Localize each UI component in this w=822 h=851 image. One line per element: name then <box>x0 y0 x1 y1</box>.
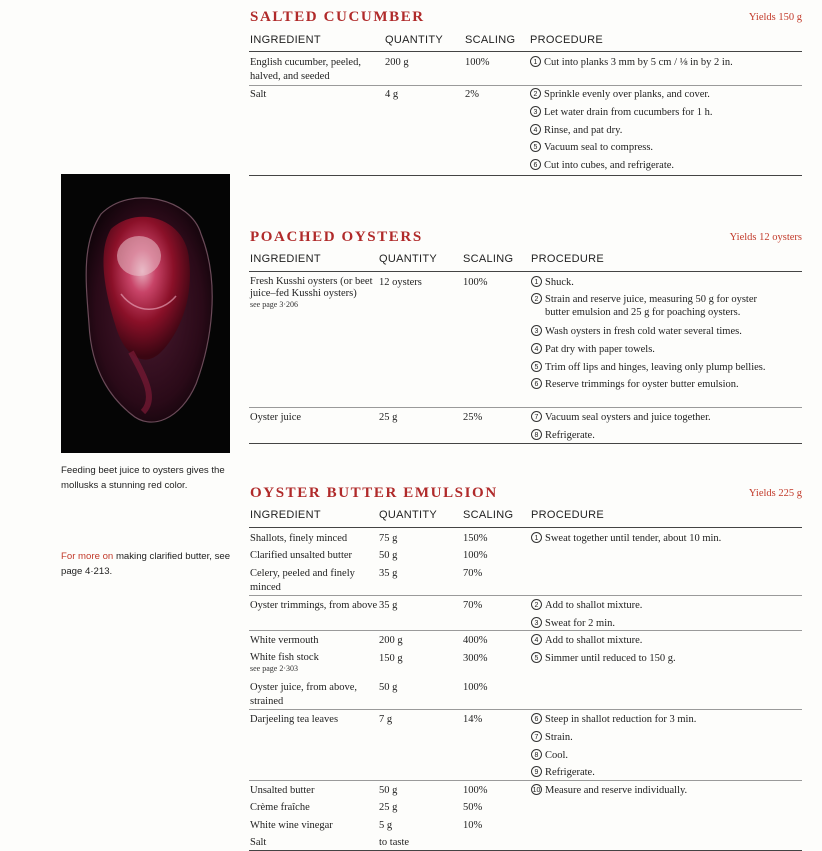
photo-caption: Feeding beet juice to oysters gives the mollusks a stunning red color. <box>61 465 225 491</box>
recipe-title: OYSTER BUTTER EMULSION <box>250 485 498 501</box>
procedure-step <box>530 159 674 172</box>
step-number: 3 <box>531 325 542 336</box>
step-number: 4 <box>531 634 542 645</box>
procedure-step <box>531 343 655 356</box>
recipe-end-rule <box>249 175 802 176</box>
step-number: 7 <box>531 411 542 422</box>
row-rule <box>249 709 802 710</box>
step-text: Steep in shallot reduction for 3 min. <box>545 714 697 725</box>
ingredient-quantity: 25 g <box>379 412 398 423</box>
ingredient-name: Crème fraîche <box>250 802 310 813</box>
ingredient-quantity: 50 g <box>379 785 398 796</box>
ingredient-quantity: 35 g <box>379 568 398 579</box>
procedure-step <box>530 88 710 101</box>
ingredient-quantity: to taste <box>379 837 410 848</box>
ingredient-name <box>250 276 378 310</box>
cross-reference-text: making clarified butter, see page 4·213. <box>61 551 231 577</box>
ingredient-name: Shallots, finely minced <box>250 533 348 544</box>
header-procedure: PROCEDURE <box>530 34 603 46</box>
ingredient-name <box>250 652 378 674</box>
step-text: Rinse, and pat dry. <box>544 125 623 136</box>
ingredient-quantity: 50 g <box>379 682 398 693</box>
step-number: 3 <box>530 106 541 117</box>
header-rule <box>249 271 802 272</box>
step-text: Add to shallot mixture. <box>545 600 643 611</box>
oyster-illustration <box>61 174 230 453</box>
procedure-step <box>531 325 742 338</box>
header-rule <box>249 51 802 52</box>
step-number: 4 <box>531 343 542 354</box>
row-rule <box>249 85 802 86</box>
row-rule <box>249 780 802 781</box>
ingredient-name: Celery, peeled and finely minced <box>250 568 355 593</box>
ingredient-quantity: 7 g <box>379 714 393 725</box>
step-number: 6 <box>530 159 541 170</box>
ingredient-scaling: 25% <box>463 412 483 423</box>
header-quantity: QUANTITY <box>385 34 444 46</box>
step-number: 5 <box>531 652 542 663</box>
header-ingredient: INGREDIENT <box>250 253 321 265</box>
ingredient-quantity: 35 g <box>379 600 398 611</box>
ingredient-scaling: 14% <box>463 714 483 725</box>
step-number: 2 <box>530 88 541 99</box>
ingredient-name: Oyster juice, from above, strained <box>250 682 358 707</box>
ingredient-quantity: 50 g <box>379 550 398 561</box>
recipe-title: SALTED CUCUMBER <box>250 9 425 25</box>
row-rule <box>249 630 802 631</box>
header-procedure: PROCEDURE <box>531 253 604 265</box>
step-number: 9 <box>531 766 542 777</box>
step-number: 2 <box>531 293 542 304</box>
step-number: 3 <box>531 617 542 628</box>
procedure-step <box>531 599 642 612</box>
ingredient-scaling: 70% <box>463 568 483 579</box>
step-text: Pat dry with paper towels. <box>545 344 655 355</box>
ingredient-quantity: 200 g <box>385 57 409 68</box>
header-scaling: SCALING <box>465 34 516 46</box>
ingredient-scaling: 100% <box>465 57 490 68</box>
ingredient-name: White vermouth <box>250 635 319 646</box>
ingredient-name: White wine vinegar <box>250 820 333 831</box>
header-ingredient: INGREDIENT <box>250 34 321 46</box>
procedure-step <box>530 124 622 137</box>
procedure-step <box>531 784 687 797</box>
step-text: Add to shallot mixture. <box>545 635 643 646</box>
procedure-step <box>530 56 733 69</box>
ingredient-name: Salt <box>250 89 267 100</box>
cross-reference-prefix: For more on <box>61 551 114 562</box>
ingredient-name: Unsalted butter <box>250 785 315 796</box>
procedure-step <box>530 106 713 119</box>
ingredient-scaling: 150% <box>463 533 488 544</box>
step-text: Strain and reserve juice, measuring 50 g for oyster <box>545 294 757 305</box>
step-text: Cool. <box>545 750 569 761</box>
step-text: Strain. <box>545 732 573 743</box>
ingredient-quantity: 25 g <box>379 802 398 813</box>
procedure-step <box>531 713 696 726</box>
ingredient-scaling: 100% <box>463 277 488 288</box>
procedure-step <box>531 411 711 424</box>
step-number: 5 <box>530 141 541 152</box>
recipe-end-rule <box>249 443 802 444</box>
page-reference: see page 3·206 <box>250 300 298 309</box>
ingredient-name: Salt <box>250 837 267 848</box>
oyster-photo <box>61 174 230 453</box>
procedure-step <box>531 617 615 630</box>
header-ingredient: INGREDIENT <box>250 509 321 521</box>
cross-reference <box>61 549 231 579</box>
step-number: 2 <box>531 599 542 610</box>
recipe-title: POACHED OYSTERS <box>250 229 423 245</box>
ingredient-scaling: 100% <box>463 785 488 796</box>
ingredient-scaling: 2% <box>465 89 479 100</box>
step-number: 10 <box>531 784 542 795</box>
header-quantity: QUANTITY <box>379 253 438 265</box>
step-text-continued: butter emulsion and 25 g for poaching oysters. <box>545 307 741 318</box>
ingredient-name: Oyster trimmings, from above <box>250 600 378 611</box>
row-rule <box>249 595 802 596</box>
procedure-step <box>531 293 757 319</box>
step-text: Shuck. <box>545 277 574 288</box>
header-scaling: SCALING <box>463 253 514 265</box>
header-rule <box>249 527 802 528</box>
procedure-step <box>531 378 739 391</box>
step-text: Vacuum seal oysters and juice together. <box>545 412 711 423</box>
ingredient-name: Clarified unsalted butter <box>250 550 353 561</box>
step-number: 5 <box>531 361 542 372</box>
procedure-step <box>531 731 573 744</box>
step-number: 6 <box>531 713 542 724</box>
ingredient-text: Fresh Kusshi oysters (or beet juice–fed Kusshi oysters) <box>250 276 373 299</box>
ingredient-quantity: 5 g <box>379 820 393 831</box>
procedure-step <box>531 652 676 665</box>
step-text: Cut into planks 3 mm by 5 cm / ⅛ in by 2 in. <box>544 57 733 68</box>
procedure-step <box>531 749 568 762</box>
step-text: Measure and reserve individually. <box>545 785 688 796</box>
ingredient-scaling: 70% <box>463 600 483 611</box>
ingredient-scaling: 300% <box>463 653 488 664</box>
step-text: Sprinkle evenly over planks, and cover. <box>544 89 710 100</box>
step-text: Sweat for 2 min. <box>545 618 615 629</box>
procedure-step <box>531 429 595 442</box>
header-procedure: PROCEDURE <box>531 509 604 521</box>
step-text: Sweat together until tender, about 10 min. <box>545 533 722 544</box>
step-text: Vacuum seal to compress. <box>544 142 654 153</box>
ingredient-name: Darjeeling tea leaves <box>250 714 339 725</box>
ingredient-scaling: 100% <box>463 682 488 693</box>
step-text: Let water drain from cucumbers for 1 h. <box>544 107 713 118</box>
step-text: Simmer until reduced to 150 g. <box>545 653 676 664</box>
step-number: 4 <box>530 124 541 135</box>
procedure-step <box>531 276 574 289</box>
ingredient-quantity: 200 g <box>379 635 403 646</box>
step-text: Refrigerate. <box>545 767 595 778</box>
ingredient-text: White fish stock <box>250 652 319 663</box>
page-reference: see page 2·303 <box>250 664 298 673</box>
step-text: Wash oysters in fresh cold water several times. <box>545 326 742 337</box>
header-quantity: QUANTITY <box>379 509 438 521</box>
ingredient-scaling: 100% <box>463 550 488 561</box>
recipe-yield: Yields 12 oysters <box>729 232 802 243</box>
recipe-yield: Yields 150 g <box>748 12 802 23</box>
step-number: 8 <box>531 429 542 440</box>
step-text: Reserve trimmings for oyster butter emulsion. <box>545 379 739 390</box>
ingredient-quantity: 4 g <box>385 89 399 100</box>
step-number: 6 <box>531 378 542 389</box>
step-number: 1 <box>530 56 541 67</box>
ingredient-quantity: 12 oysters <box>379 277 422 288</box>
step-number: 7 <box>531 731 542 742</box>
procedure-step <box>531 766 595 779</box>
step-text: Trim off lips and hinges, leaving only plump bellies. <box>545 362 766 373</box>
procedure-step <box>531 361 766 374</box>
ingredient-scaling: 50% <box>463 802 483 813</box>
ingredient-scaling: 10% <box>463 820 483 831</box>
procedure-step <box>531 634 642 647</box>
row-rule <box>249 407 802 408</box>
step-number: 8 <box>531 749 542 760</box>
procedure-step <box>531 532 721 545</box>
recipe-yield: Yields 225 g <box>748 488 802 499</box>
procedure-step <box>530 141 653 154</box>
header-scaling: SCALING <box>463 509 514 521</box>
ingredient-quantity: 150 g <box>379 653 403 664</box>
ingredient-scaling: 400% <box>463 635 488 646</box>
ingredient-name: English cucumber, peeled, halved, and seeded <box>250 57 361 82</box>
step-text: Cut into cubes, and refrigerate. <box>544 160 675 171</box>
step-text: Refrigerate. <box>545 430 595 441</box>
ingredient-quantity: 75 g <box>379 533 398 544</box>
step-number: 1 <box>531 276 542 287</box>
ingredient-name: Oyster juice <box>250 412 302 423</box>
step-number: 1 <box>531 532 542 543</box>
